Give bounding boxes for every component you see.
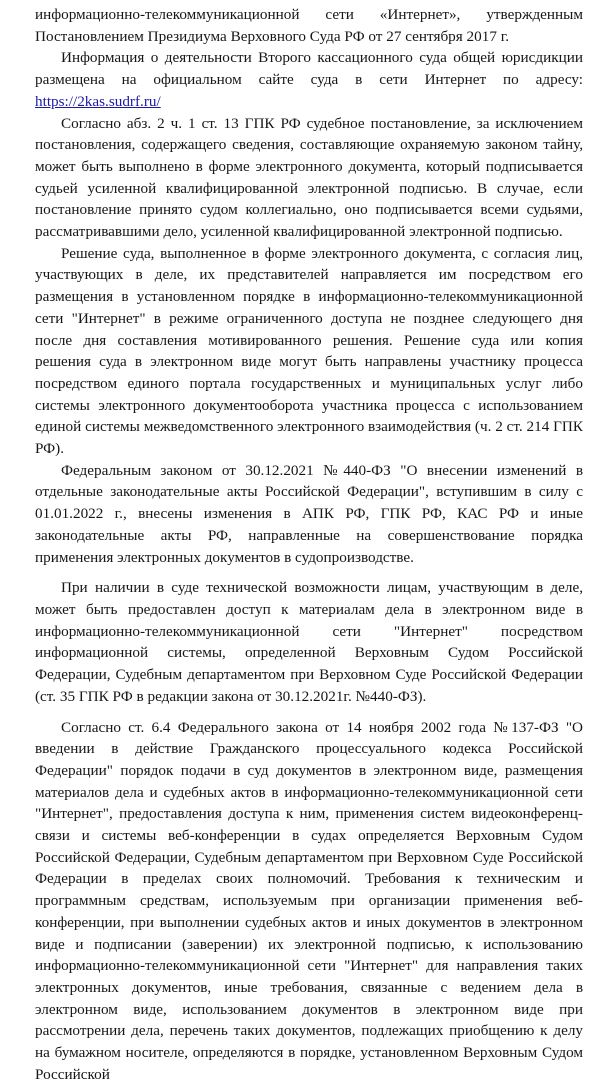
paragraph-federal-law-440: Федеральным законом от 30.12.2021 №440-ФЗ "О внесении изменений в отдельные законодательные акты Российской Федерации", вступившим в силу с 01.01.2022 г., внесены изменения в АПК РФ, ГПК РФ, КАС РФ и иные законодательные акты РФ, направленные на совершенствование порядка применения электронных документов в судопроизводстве. bbox=[35, 460, 583, 569]
paragraph-continuation: информационно-телекоммуникационной сети «Интернет», утвержденным Постановлением Президиума Верховного Суда РФ от 27 сентября 2017 г. bbox=[35, 4, 583, 47]
document-page bbox=[35, 4, 583, 1085]
paragraph-spacer bbox=[35, 568, 583, 577]
court-info-text: Информация о деятельности Второго кассационного суда общей юрисдикции размещена на официальном сайте суда в сети Интернет по адресу: bbox=[35, 49, 583, 88]
paragraph-spacer bbox=[35, 708, 583, 717]
paragraph-electronic-decision: Решение суда, выполненное в форме электронного документа, с согласия лиц, участвующих в деле, их представителей направляется им посредством его размещения в установленном порядке в информационно-телекоммуникационной сети "Интернет" в режиме ограниченного доступа не позднее следующего дня после дня составления мотивированного решения. Решение суда или копия решения суда в электронном виде могут быть направлены участнику процесса посредством единого портала государственных и муниципальных услуг либо системы электронного документооборота участника процесса с использованием единой системы межведомственного электронного взаимодействия (ч. 2 ст. 214 ГПК РФ). bbox=[35, 243, 583, 460]
paragraph-article-6-4: Согласно ст. 6.4 Федерального закона от 14 ноября 2002 года №137-ФЗ "О введении в действие Гражданского процессуального кодекса Российской Федерации" порядок подачи в суд документов в электронном виде, размещения материалов дела и судебных актов в информационно-телекоммуникационной сети "Интернет", предоставления доступа к ним, применения систем видеоконференц-связи и системы веб-конференции в судах определяется Верховным Судом Российской Федерации, Судебным департаментом при Верховном Суде Российской Федерации в пределах своих полномочий. Требования к техническим и программным средствам, используемым при организации применения веб-конференции, при выполнении судебных актов и иных документов в электронном виде и подписании (заверении) их электронной подписью, к использованию информационно-телекоммуникационной сети "Интернет" для направления таких электронных документов, иные требования, связанные с ведением дела в электронном виде, использованием документов в электронном виде при рассмотрении дела, перечень таких документов, подлежащих приобщению к делу на бумажном носителе, определяются в порядке, установленном Верховным Судом Российской bbox=[35, 717, 583, 1085]
paragraph-case-materials-access: При наличии в суде технической возможности лицам, участвующим в деле, может быть предоставлен доступ к материалам дела в электронном виде в информационно-телекоммуникационной сети "Интернет" посредством информационной системы, определенной Верховным Судом Российской Федерации, Судебным департаментом при Верховном Суде Российской Федерации (ст. 35 ГПК РФ в редакции закона от 30.12.2021г. №440-ФЗ). bbox=[35, 577, 583, 707]
court-website-link[interactable]: https://2kas.sudrf.ru/ bbox=[35, 93, 161, 110]
paragraph-gpk-article-13: Согласно абз. 2 ч. 1 ст. 13 ГПК РФ судебное постановление, за исключением постановления, содержащего сведения, составляющие охраняемую законом тайну, может быть выполнено в форме электронного документа, который подписывается судьей усиленной квалифицированной электронной подписью. В случае, если постановление принято судом коллегиально, оно подписывается всеми судьями, рассматривавшими дело, усиленной квалифицированной электронной подписью. bbox=[35, 113, 583, 243]
paragraph-court-info bbox=[35, 47, 583, 112]
